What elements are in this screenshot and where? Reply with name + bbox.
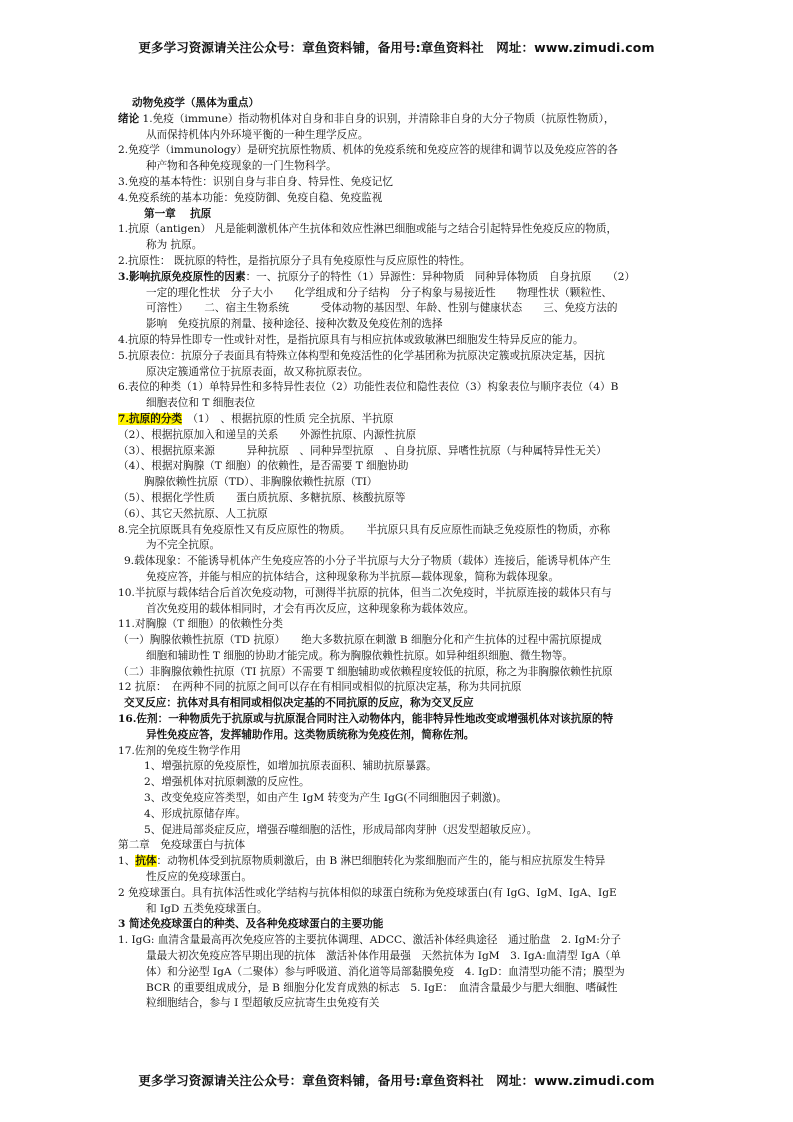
- ch2-item-1-number: 1、: [118, 855, 136, 868]
- ch1-item-4: 4.抗原的特异性即专一性或针对性，是指抗原具有与相应抗体或致敏淋巴细胞发生特异反应的能力。: [118, 333, 584, 346]
- ch1-item-9-cont: 免疫应答，并能与相应的抗体结合，这种现象称为半抗原—载体现象，简称为载体现象。: [146, 570, 560, 583]
- ch1-item-9: 9.载体现象：不能诱导机体产生免疫应答的小分子半抗原与大分子物质（载体）连接后，能诱导机体产生: [124, 555, 611, 568]
- ch1-item-17: 17.佐剂的免疫生物学作用: [118, 744, 241, 757]
- intro-item-4: 4.免疫系统的基本功能：免疫防御、免疫自稳、免疫监视: [118, 191, 383, 204]
- ch1-item-16-cont: 异性免疫应答，发挥辅助作用。这类物质统称为免疫佐剂，简称佐剂。: [146, 728, 475, 741]
- ch2-item-3-text-1: 1. IgG: 血清含量最高再次免疫应答的主要抗体调理、ADCC、激活补体经典途径 通过胎盘 2. IgM:分子: [118, 934, 622, 947]
- ch1-item-17-sub-1: 1、增强抗原的免疫原性，如增加抗原表面积、辅助抗原暴露。: [144, 760, 437, 773]
- ch2-item-1-cont: 性反应的免疫球蛋白。: [146, 871, 252, 884]
- ch1-item-7-label: 7.抗原的分类: [118, 412, 183, 425]
- ch1-item-6-cont: 细胞表位和 T 细胞表位: [146, 397, 256, 410]
- ch1-item-7-sub-2: （2）、根据抗原加入和递呈的关系 外源性抗原、内源性抗原: [118, 428, 417, 441]
- ch1-item-10: 10.半抗原与载体结合后首次免疫动物，可测得半抗原的抗体，但当二次免疫时，半抗原连接的载体只有与: [118, 586, 612, 599]
- ch1-item-17-sub-2: 2、增强机体对抗原刺激的反应性。: [144, 776, 310, 789]
- ch1-item-12: 12 抗原： 在两种不同的抗原之间可以存在有相同或相似的抗原决定基，称为共同抗原: [118, 681, 522, 694]
- ch2-item-3-text-3: 体）和分泌型 IgA（二聚体）参与呼吸道、消化道等局部黏膜免疫 4. IgD：血清型功能不清；膜型为: [146, 965, 625, 978]
- ch1-item-1: 1.抗原（antigen） 凡是能刺激机体产生抗体和效应性淋巴细胞或能与之结合引起特异性免疫反应的物质，: [118, 223, 618, 236]
- ch1-item-16: 16.佐剂：一种物质先于抗原或与抗原混合同时注入动物体内，能非特异性地改变或增强机体对该抗原的特: [118, 713, 614, 726]
- ch1-item-17-sub-4: 4、形成抗原储存库。: [144, 807, 247, 820]
- ch2-item-2: 2 免疫球蛋白。具有抗体活性或化学结构与抗体相似的球蛋白统称为免疫球蛋白(有 IgG、IgM、IgA、IgE: [118, 886, 617, 899]
- intro-item-1-cont: 从而保持机体内外环境平衡的一种生理学反应。: [146, 128, 369, 141]
- intro-label: 绪论: [118, 112, 140, 125]
- ch1-item-1-cont: 称为 抗原。: [146, 239, 203, 252]
- ch1-item-2: 2.抗原性： 既抗原的特性，是指抗原分子具有免疫原性与反应原性的特性。: [118, 254, 471, 267]
- ch1-item-3-cont-1: 一定的理化性状 分子大小 化学组成和分子结构 分子构象与易接近性 物理性状（颗粒性、: [146, 286, 613, 299]
- footer-banner: 更多学习资源请关注公众号：章鱼资料铺，备用号:章鱼资料社 网址：www.zimudi.com: [138, 1073, 655, 1088]
- ch1-item-7-sub-4: （4）、根据对胸腺（T 细胞）的依赖性，是否需要 T 细胞协助: [118, 460, 409, 473]
- ch1-item-7-sub-6: （6）、其它天然抗原、人工抗原: [118, 507, 268, 520]
- ch1-item-5: 5.抗原表位：抗原分子表面具有特殊立体构型和免疫活性的化学基团称为抗原决定簇或抗原决定基，因抗: [118, 349, 605, 362]
- ch1-item-17-sub-3: 3、改变免疫应答类型，如由产生 IgM 转变为产生 IgG(不同细胞因子刺激)。: [144, 792, 507, 805]
- ch2-item-1-label: 抗体: [135, 855, 157, 868]
- intro-item-1: [118, 112, 680, 128]
- ch1-item-7: [118, 412, 680, 428]
- ch1-item-7-sub-3: （3）、根据抗原来源 异种抗原 、同种异型抗原 、自身抗原、异嗜性抗原（与种属特异性无关）: [118, 444, 607, 457]
- ch1-item-10-cont: 首次免疫用的载体相同时，才会有再次反应，这种现象称为载体效应。: [146, 602, 475, 615]
- intro-item-2-cont: 种产物和各种免疫现象的一门生物科学。: [146, 160, 337, 173]
- ch1-cross-reaction: 交叉反应：抗体对具有相同或相似决定基的不同抗原的反应，称为交叉反应: [124, 697, 474, 710]
- ch2-item-3-text-5: 粒细胞结合，参与 I 型超敏反应抗寄生虫免疫有关: [146, 997, 380, 1010]
- ch1-item-11-sub-1: （一）胸腺依赖性抗原（TD 抗原） 绝大多数抗原在刺激 B 细胞分化和产生抗体的过程中需抗原提成: [118, 634, 602, 647]
- ch2-item-1: [118, 854, 680, 870]
- ch1-item-3-cont-3: 影响 免疫抗原的剂量、接种途径、接种次数及免疫佐剂的选择: [146, 318, 443, 331]
- ch1-item-3-label: 3.影响抗原免疫原性的因素: [118, 270, 246, 283]
- header-banner: 更多学习资源请关注公众号：章鱼资料铺，备用号:章鱼资料社 网址：www.zimudi.com: [138, 40, 655, 55]
- intro-item-3: 3.免疫的基本特性：识别自身与非自身、特异性、免疫记忆: [118, 175, 393, 188]
- ch1-item-11: 11.对胸腺（T 细胞）的依赖性分类: [118, 618, 283, 631]
- chapter-2-heading: 第二章 免疫球蛋白与抗体: [118, 839, 246, 852]
- ch1-item-17-sub-5: 5、促进局部炎症反应，增强吞噬细胞的活性，形成局部肉芽肿（迟发型超敏反应）。: [144, 823, 538, 836]
- ch1-item-3: [118, 270, 680, 286]
- document-body: [118, 96, 680, 1012]
- ch2-item-3-text-4: BCR 的重要组成成分，是 B 细胞分化发育成熟的标志 5. IgE： 血清含量最少与肥大细胞、嗜碱性: [146, 981, 618, 994]
- ch1-item-6: 6.表位的种类（1）单特异性和多特异性表位（2）功能性表位和隐性表位（3）构象表位与顺序表位（4）B: [118, 381, 619, 394]
- ch2-item-2-cont: 和 IgD 五类免疫球蛋白。: [146, 902, 268, 915]
- ch1-item-3-cont-2: 可溶性） 二、宿主生物系统 受体动物的基因型、年龄、性别与健康状态 三、免疫方法的: [146, 302, 618, 315]
- chapter-1-heading: 第一章 抗原: [144, 207, 212, 220]
- ch2-item-3: 3 简述免疫球蛋白的种类、及各种免疫球蛋白的主要功能: [118, 918, 384, 931]
- ch1-item-3-text: ：一、抗原分子的特性（1）异源性：异种物质 同种异体物质 自身抗原 （2）: [245, 270, 636, 283]
- ch1-item-11-sub-1-cont: 细胞和辅助性 T 细胞的协助才能完成。称为胸腺依赖性抗原。如异种组织细胞、微生物等。: [146, 649, 573, 662]
- intro-item-1-text: 1.免疫（immune）指动物机体对自身和非自身的识别，并清除非自身的大分子物质（抗原性物质），: [139, 112, 615, 125]
- ch1-item-8-cont: 为不完全抗原。: [146, 539, 221, 552]
- ch1-item-7-sub-5: （5）、根据化学性质 蛋白质抗原、多糖抗原、核酸抗原等: [118, 491, 406, 504]
- ch2-item-1-text: ：动物机体受到抗原物质刺激后，由 B 淋巴细胞转化为浆细胞而产生的，能与相应抗原发生特异: [156, 855, 606, 868]
- ch1-item-11-sub-2: （二）非胸腺依赖性抗原（TI 抗原）不需要 T 细胞辅助或依赖程度较低的抗原，称之为非胸腺依赖性抗原: [118, 665, 613, 678]
- ch2-item-3-text-2: 量最大初次免疫应答早期出现的抗体 激活补体作用最强 天然抗体为 IgM 3. IgA:血清型 IgA（单: [146, 950, 621, 963]
- ch1-item-8: 8.完全抗原既具有免疫原性又有反应原性的物质。 半抗原只具有反应原性而缺乏免疫原性的物质，亦称: [118, 523, 611, 536]
- ch1-item-7-sub-4-cont: 胸腺依赖性抗原（TD）、非胸腺依赖性抗原（TI）: [144, 476, 378, 489]
- ch1-item-7-text: （1） 、根据抗原的性质 完全抗原、半抗原: [182, 412, 394, 425]
- intro-item-2: 2.免疫学（immunology）是研究抗原性物质、机体的免疫系统和免疫应答的规律和调节以及免疫应答的各: [118, 144, 618, 157]
- document-title: 动物免疫学（黑体为重点）: [132, 97, 260, 109]
- ch1-item-5-cont: 原决定簇通常位于抗原表面，故又称抗原表位。: [146, 365, 369, 378]
